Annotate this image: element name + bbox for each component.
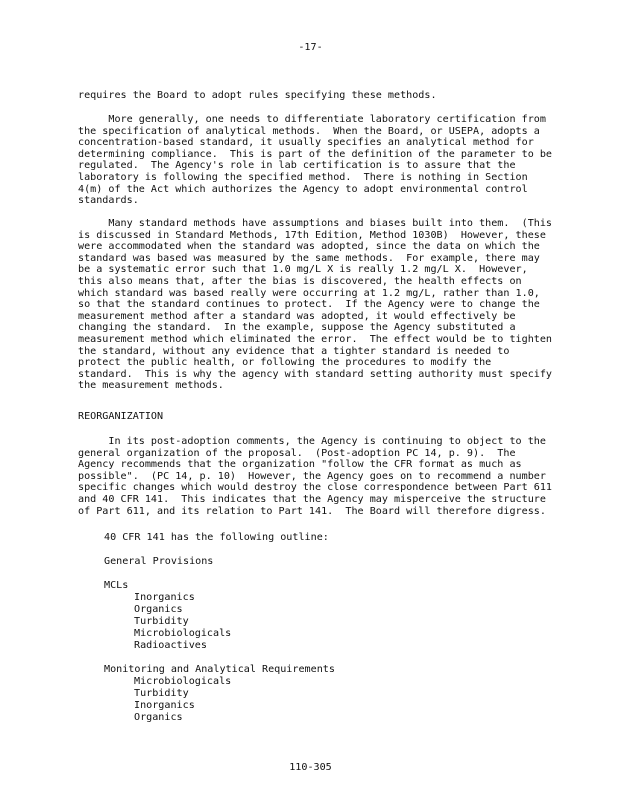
outline-intro: 40 CFR 141 has the following outline:: [104, 532, 329, 543]
outline-general-provisions: General Provisions: [104, 556, 214, 567]
outline-monitoring-item: Inorganics: [134, 700, 195, 711]
paragraph-4: In its post-adoption comments, the Agency is continuing to object to the general organization of the proposal. (Post-adoption PC 14, p. 9). The Agency recommends that the organization "follow the CFR format as much as possible". (PC 14, p. 10) However, the Agency goes on to recommend a number specific changes which would destroy the close correspondence between Part 611 and 40 CFR 141. This indicates that the Agency may misperceive the structure of Part 611, and its relation to Part 141. The Board will therefore digress.: [78, 436, 553, 517]
outline-mcl-item: Organics: [134, 604, 183, 615]
outline-monitoring-item: Turbidity: [134, 688, 189, 699]
paragraph-3: Many standard methods have assumptions and biases built into them. (This is discussed in Standard Methods, 17th Edition, Method 1030B) However, these were accommodated when the standard was adopted, since the data on which the standard was based was measured by the same methods. For example, there may be a systematic error such that 1.0 mg/L X is really 1.2 mg/L X. However, this also means that, after the bias is discovered, the health effects on which standard was based really were occurring at 1.2 mg/L, rather than 1.0, so that the standard continues to protect. If the Agency were to change the measurement method after a standard was adopted, it would effectively be changing the standard. In the example, suppose the Agency substituted a measurement method which eliminated the error. The effect would be to tighten the standard, without any evidence that a tighter standard is needed to protect the public health, or following the procedures to modify the standard. This is why the agency with standard setting authority must specify the measurement methods.: [78, 218, 553, 392]
outline-mcl-item: Radioactives: [134, 640, 207, 651]
paragraph-1: requires the Board to adopt rules specifying these methods.: [78, 90, 437, 101]
paragraph-2: More generally, one needs to differentiate laboratory certification from the specification of analytical methods. When the Board, or USEPA, adopts a concentration-based standard, it usually specifies an analytical method for determining compliance. This is part of the definition of the parameter to be regulated. The Agency's role in lab certification is to assure that the laboratory is following the specified method. There is nothing in Section 4(m) of the Act which authorizes the Agency to adopt environmental control standards.: [78, 114, 553, 207]
outline-monitoring-item: Organics: [134, 712, 183, 723]
outline-mcls: MCLs: [104, 580, 129, 591]
outline-mcl-item: Turbidity: [134, 616, 189, 627]
page-number: -17-: [298, 42, 323, 53]
outline-mcl-item: Inorganics: [134, 592, 195, 603]
outline-monitoring: Monitoring and Analytical Requirements: [104, 664, 335, 675]
page-footer: 110-305: [289, 762, 332, 773]
outline-monitoring-item: Microbiologicals: [134, 676, 232, 687]
outline-mcl-item: Microbiologicals: [134, 628, 232, 639]
section-heading: REORGANIZATION: [78, 411, 164, 422]
